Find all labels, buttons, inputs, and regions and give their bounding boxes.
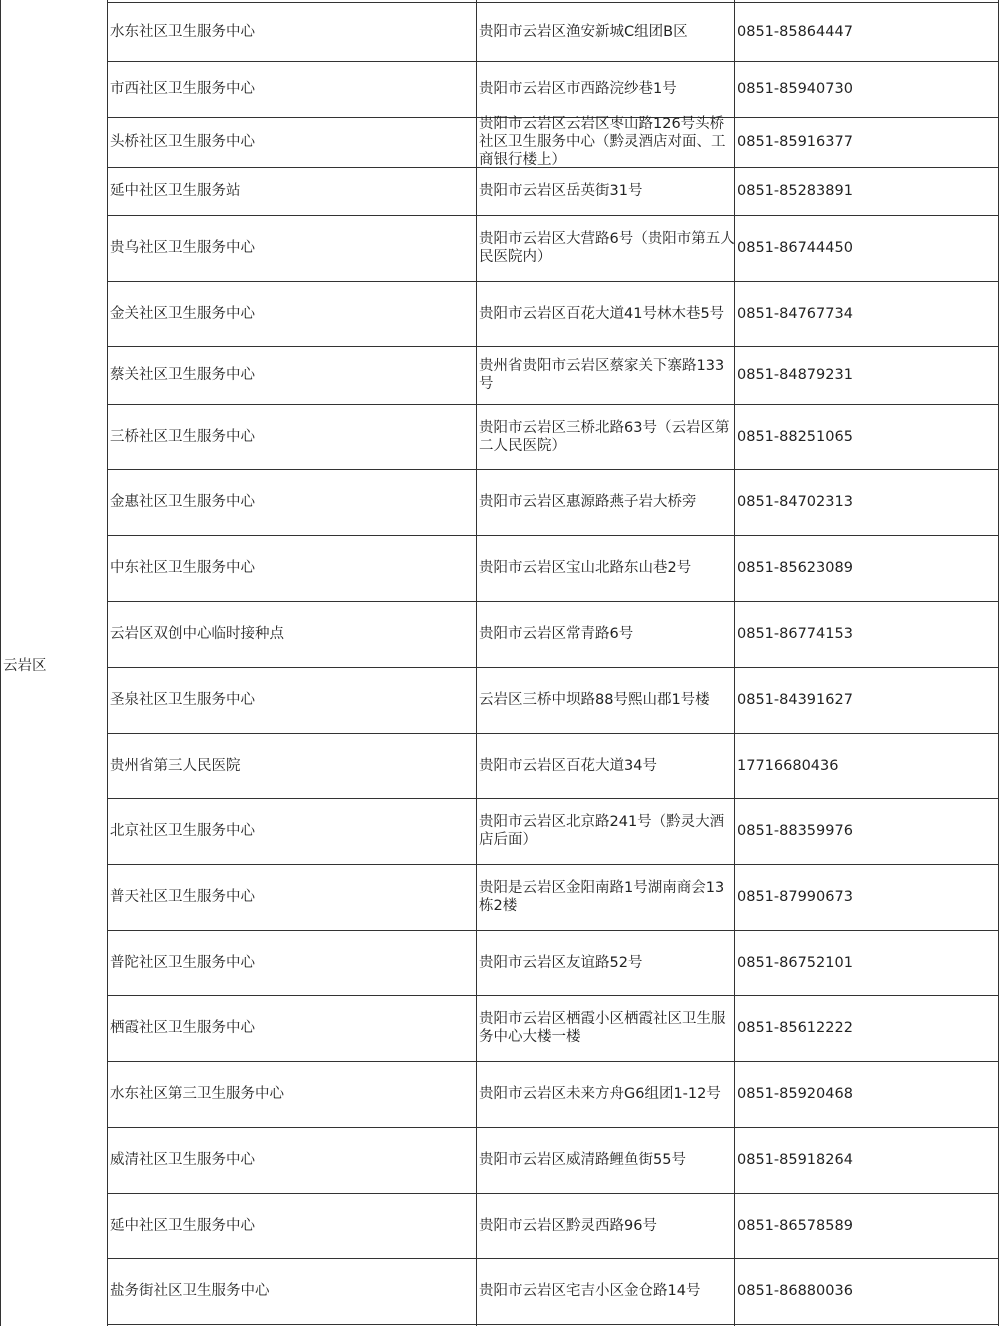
- address-cell: 贵阳市云岩区威清路鲤鱼街55号: [479, 1152, 686, 1168]
- phone-cell: 0851-85623089: [737, 560, 853, 576]
- row-divider: [107, 798, 999, 799]
- address-cell: 贵阳市云岩区大营路6号（贵阳市第五人民医院内）: [479, 231, 735, 265]
- phone-cell: 0851-85283891: [737, 183, 853, 199]
- row-divider: [107, 1127, 999, 1128]
- row-divider: [107, 346, 999, 347]
- phone-cell: 0851-86880036: [737, 1283, 853, 1299]
- clinic-name-cell: 盐务街社区卫生服务中心: [110, 1283, 270, 1299]
- phone-cell: 0851-86578589: [737, 1218, 853, 1234]
- address-cell: 贵阳市云岩区三桥北路63号（云岩区第二人民医院）: [479, 420, 730, 454]
- district-cell: 云岩区: [3, 658, 47, 674]
- row-divider: [107, 1061, 999, 1062]
- address-cell: 贵阳市云岩区栖霞小区栖霞社区卫生服务中心大楼一楼: [479, 1011, 726, 1045]
- clinic-name-cell: 北京社区卫生服务中心: [110, 823, 255, 839]
- address-cell: 贵阳市云岩区百花大道34号: [479, 758, 657, 774]
- address-cell: 贵阳市云岩区常青路6号: [479, 626, 634, 642]
- clinic-name-cell: 圣泉社区卫生服务中心: [110, 692, 255, 708]
- row-divider: [107, 2, 999, 3]
- phone-cell: 0851-88359976: [737, 823, 853, 839]
- address-cell: 贵阳市云岩区宝山北路东山巷2号: [479, 560, 692, 576]
- clinic-name-cell: 延中社区卫生服务站: [110, 183, 241, 199]
- row-divider: [107, 535, 999, 536]
- clinic-name-cell: 普天社区卫生服务中心: [110, 889, 255, 905]
- clinic-name-cell: 三桥社区卫生服务中心: [110, 429, 255, 445]
- address-cell: 贵阳市云岩区市西路浣纱巷1号: [479, 81, 677, 97]
- row-divider: [107, 864, 999, 865]
- phone-cell: 0851-86744450: [737, 240, 853, 256]
- clinic-name-cell: 威清社区卫生服务中心: [110, 1152, 255, 1168]
- address-cell: 贵阳市云岩区黔灵西路96号: [479, 1218, 657, 1234]
- row-divider: [107, 733, 999, 734]
- clinic-name-cell: 普陀社区卫生服务中心: [110, 955, 255, 971]
- clinic-name-cell: 贵州省第三人民医院: [110, 758, 241, 774]
- address-cell: 云岩区三桥中坝路88号熙山郡1号楼: [479, 692, 710, 708]
- phone-cell: 0851-84702313: [737, 494, 853, 510]
- row-divider: [107, 469, 999, 470]
- phone-cell: 0851-85916377: [737, 134, 853, 150]
- address-cell: 贵阳市云岩区渔安新城C组团B区: [479, 24, 688, 40]
- address-cell: 贵州省贵阳市云岩区蔡家关下寨路133号: [479, 358, 725, 392]
- phone-cell: 0851-85940730: [737, 81, 853, 97]
- row-divider: [107, 1258, 999, 1259]
- phone-cell: 0851-84391627: [737, 692, 853, 708]
- address-cell: 贵阳市云岩区宅吉小区金仓路14号: [479, 1283, 701, 1299]
- address-cell: 贵阳市云岩区岳英街31号: [479, 183, 643, 199]
- clinic-name-cell: 延中社区卫生服务中心: [110, 1218, 255, 1234]
- row-divider: [107, 61, 999, 62]
- clinic-name-cell: 水东社区第三卫生服务中心: [110, 1086, 284, 1102]
- phone-cell: 0851-85920468: [737, 1086, 853, 1102]
- phone-cell: 0851-86774153: [737, 626, 853, 642]
- clinic-name-cell: 栖霞社区卫生服务中心: [110, 1020, 255, 1036]
- phone-cell: 0851-85612222: [737, 1020, 853, 1036]
- phone-cell: 0851-85918264: [737, 1152, 853, 1168]
- clinic-name-cell: 市西社区卫生服务中心: [110, 81, 255, 97]
- clinic-name-cell: 贵乌社区卫生服务中心: [110, 240, 255, 256]
- phone-cell: 0851-85864447: [737, 24, 853, 40]
- row-divider: [107, 667, 999, 668]
- row-divider: [107, 995, 999, 996]
- phone-cell: 0851-84879231: [737, 367, 853, 383]
- address-cell: 贵阳市云岩区惠源路燕子岩大桥旁: [479, 494, 697, 510]
- phone-cell: 0851-84767734: [737, 306, 853, 322]
- phone-cell: 0851-86752101: [737, 955, 853, 971]
- clinic-name-cell: 头桥社区卫生服务中心: [110, 134, 255, 150]
- clinic-name-cell: 云岩区双创中心临时接种点: [110, 626, 284, 642]
- phone-cell: 0851-88251065: [737, 429, 853, 445]
- row-divider: [107, 404, 999, 405]
- table-border-left: [0, 0, 1, 1326]
- phone-cell: 0851-87990673: [737, 889, 853, 905]
- address-cell: 贵阳市云岩区北京路241号（黔灵大酒店后面）: [479, 814, 725, 848]
- address-cell: 贵阳是云岩区金阳南路1号湖南商会13栋2楼: [479, 880, 725, 914]
- address-cell: 贵阳市云岩区百花大道41号林木巷5号: [479, 306, 725, 322]
- row-divider: [107, 215, 999, 216]
- address-cell: 贵阳市云岩区云岩区枣山路126号头桥社区卫生服务中心（黔灵酒店对面、工商银行楼上）: [479, 116, 726, 168]
- clinic-name-cell: 金惠社区卫生服务中心: [110, 494, 255, 510]
- clinic-name-cell: 金关社区卫生服务中心: [110, 306, 255, 322]
- clinic-name-cell: 中东社区卫生服务中心: [110, 560, 255, 576]
- row-divider: [107, 1324, 999, 1325]
- clinic-name-cell: 水东社区卫生服务中心: [110, 24, 255, 40]
- row-divider: [107, 1193, 999, 1194]
- row-divider: [107, 601, 999, 602]
- phone-cell: 17716680436: [737, 758, 839, 774]
- clinic-name-cell: 蔡关社区卫生服务中心: [110, 367, 255, 383]
- row-divider: [107, 281, 999, 282]
- address-cell: 贵阳市云岩区友谊路52号: [479, 955, 643, 971]
- address-cell: 贵阳市云岩区未来方舟G6组团1-12号: [479, 1086, 721, 1102]
- row-divider: [107, 930, 999, 931]
